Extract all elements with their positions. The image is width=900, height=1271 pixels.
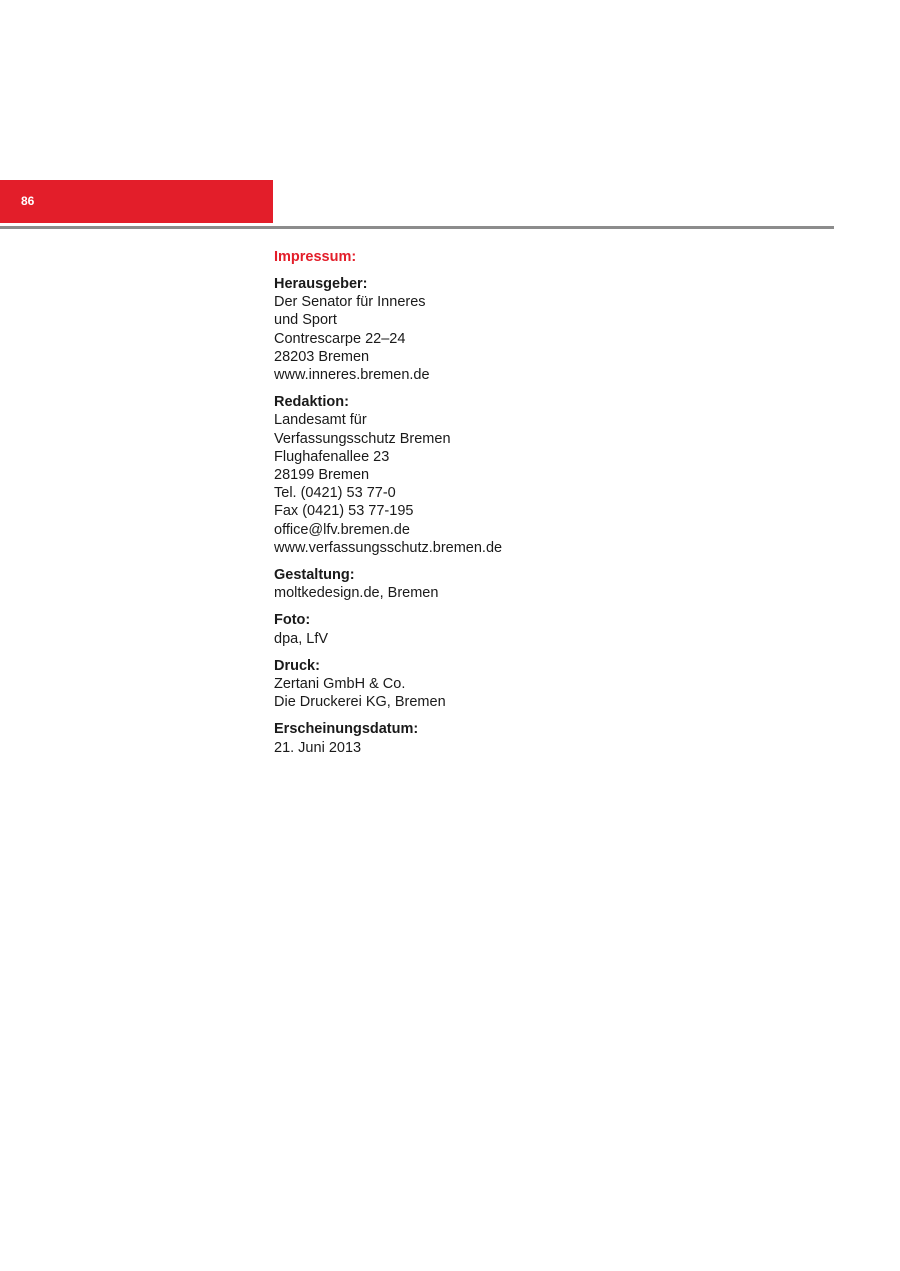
section-heading: Erscheinungsdatum: [274, 721, 419, 738]
section-line: Flughafenallee 23 [274, 448, 390, 465]
phone-number: Tel. (0421) 53 77-0 [274, 485, 396, 502]
website-link[interactable]: www.verfassungsschutz.bremen.de [274, 539, 503, 556]
section-heading: Redaktion: [274, 394, 349, 411]
website-link[interactable]: www.inneres.bremen.de [274, 367, 430, 384]
section-line: dpa, LfV [274, 630, 329, 647]
section-heading: Herausgeber: [274, 276, 368, 292]
section-line: Verfassungsschutz Bremen [274, 430, 451, 447]
section-heading: Druck: [274, 657, 320, 674]
section-heading: Gestaltung: [274, 567, 355, 584]
section-druck [274, 657, 834, 712]
section-line: Die Druckerei KG, Bremen [274, 694, 446, 711]
section-line: und Sport [274, 312, 337, 329]
section-gestaltung [274, 566, 834, 602]
section-foto [274, 611, 834, 647]
page-number: 86 [21, 194, 35, 208]
section-herausgeber [274, 275, 834, 384]
section-line: Der Senator für Inneres [274, 294, 426, 311]
page-number-bar [0, 180, 273, 223]
fax-number: Fax (0421) 53 77-195 [274, 503, 414, 520]
publication-date: 21. Juni 2013 [274, 739, 362, 756]
email-link[interactable]: office@lfv.bremen.de [274, 521, 410, 538]
section-erscheinungsdatum [274, 720, 834, 756]
header-divider [0, 226, 834, 229]
section-line: 28199 Bremen [274, 467, 370, 484]
impressum-title: Impressum: [274, 249, 357, 265]
section-redaktion [274, 393, 834, 557]
section-line: Contrescarpe 22–24 [274, 330, 406, 347]
section-heading: Foto: [274, 612, 311, 629]
section-line: Landesamt für [274, 412, 367, 429]
section-line: moltkedesign.de, Bremen [274, 585, 439, 602]
impressum-block [274, 248, 834, 766]
section-line: 28203 Bremen [274, 348, 370, 365]
section-line: Zertani GmbH & Co. [274, 676, 406, 693]
